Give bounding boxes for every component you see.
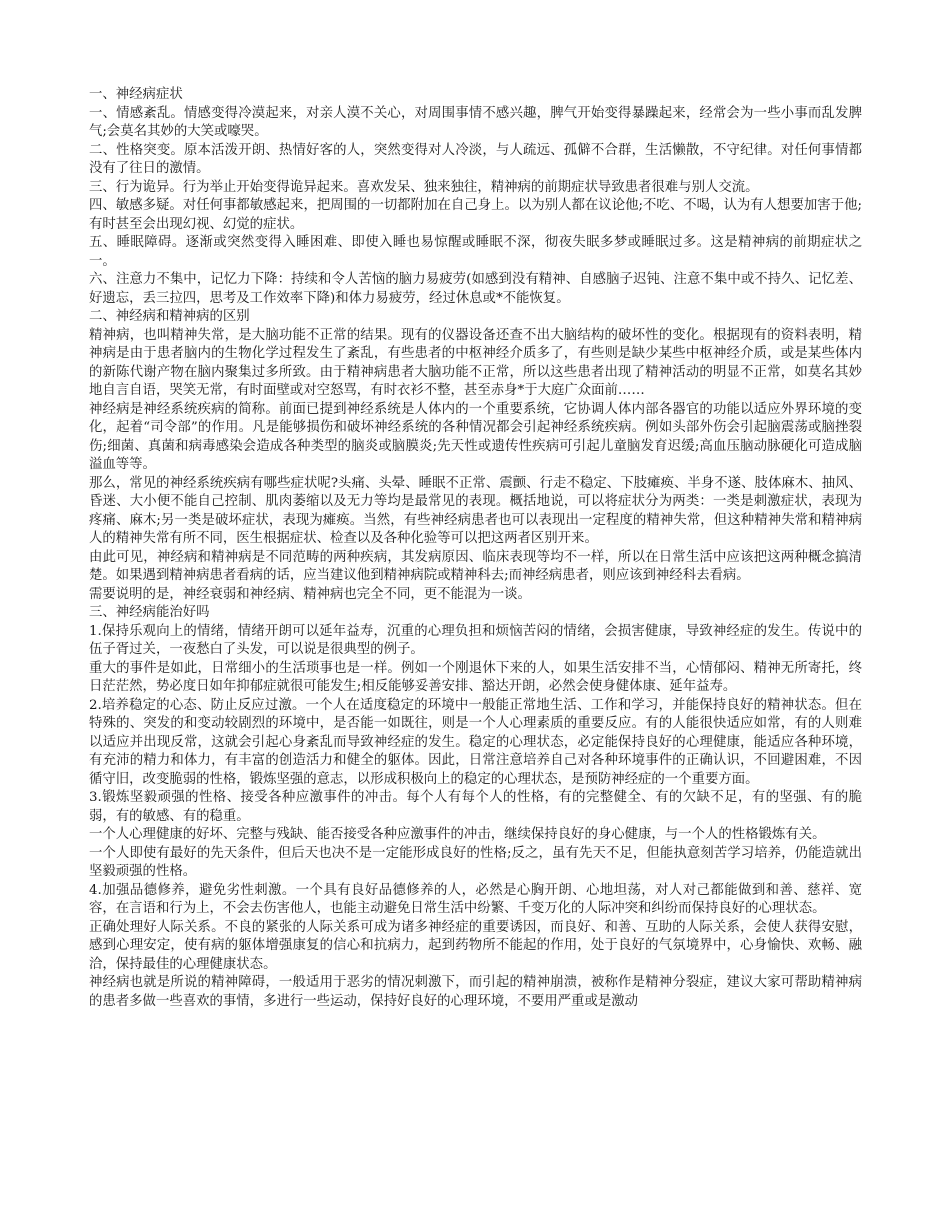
paragraph: 四、敏感多疑。对任何事都敏感起来，把周围的一切都附加在自己身上。以为别人都在议论他;不吃、不喝，认为有人想要加害于他;有时甚至会出现幻视、幻觉的症状。: [89, 198, 862, 232]
section-heading-treatment: 三、神经病能治好吗: [89, 605, 210, 620]
paragraph: 那么，常见的神经系统疾病有哪些症状呢?头痛、头晕、睡眠不正常、震颤、行走不稳定、下肢瘫痪、半身不遂、肢体麻木、抽风、昏迷、大小便不能自己控制、肌肉萎缩以及无力等均是最常见的表现。概括地说，可以将症状分为两类：一类是刺激症状，表现为疼痛、麻木;另一类是破坏症状，表现为瘫痪。当然，有些神经病患者也可以表现出一定程度的精神失常，但这种精神失常和精神病人的精神失常有所不同，医生根据症状、检查以及各种化验等可以把这两者区别开来。: [89, 475, 862, 546]
paragraph: 2.培养稳定的心态、防止反应过激。一个人在适度稳定的环境中一般能正常地生活、工作和学习，并能保持良好的精神状态。但在特殊的、突发的和变动较剧烈的环境中，是否能一如既往，则是一个人心理素质的重要反应。有的人能很快适应如常，有的人则难以适应并出现反常，这就会引起心身紊乱而导致神经症的发生。稳定的心理状态，必定能保持良好的心理健康，能适应各种环境，有充沛的精力和体力，有丰富的创造活力和健全的躯体。因此，日常注意培养自己对各种环境事件的正确认识，不回避困难，不因循守旧，改变脆弱的性格，锻炼坚强的意志，以形成积极向上的稳定的心理状态，是预防神经症的一个重要方面。: [89, 697, 862, 787]
section-heading-difference: 二、神经病和精神病的区别: [89, 309, 250, 324]
paragraph: 3.锻炼坚毅顽强的性格、接受各种应激事件的冲击。每个人有每个人的性格，有的完整健全、有的欠缺不足，有的坚强、有的脆弱，有的敏感、有的稳重。: [89, 790, 862, 824]
section-heading-symptoms: 一、神经病症状: [89, 87, 183, 102]
paragraph: 一个人即使有最好的先天条件，但后天也决不是一定能形成良好的性格;反之，虽有先天不足，但能执意刻苦学习培养，仍能造就出坚毅顽强的性格。: [89, 845, 862, 879]
paragraph: 4.加强品德修养，避免劣性刺激。一个具有良好品德修养的人，必然是心胸开朗、心地坦荡，对人对己都能做到和善、慈祥、宽容，在言语和行为上，不会去伤害他人，也能主动避免日常生活中纷繁、千变万化的人际冲突和纠纷而保持良好的心理状态。: [89, 882, 862, 916]
paragraph: 一个人心理健康的好坏、完整与残缺、能否接受各种应激事件的冲击，继续保持良好的身心健康，与一个人的性格锻炼有关。: [89, 827, 826, 842]
paragraph: 一、情感紊乱。情感变得冷漠起来，对亲人漠不关心，对周围事情不感兴趣，脾气开始变得暴躁起来，经常会为一些小事而乱发脾气;会莫名其妙的大笑或嚎哭。: [89, 105, 862, 139]
paragraph: 神经病也就是所说的精神障碍，一般适用于恶劣的情况刺激下，而引起的精神崩溃，被称作是精神分裂症，建议大家可帮助精神病的患者多做一些喜欢的事情，多进行一些运动，保持好良好的心理环境，不要用严重或是激动: [89, 975, 862, 1009]
paragraph: 1.保持乐观向上的情绪，情绪开朗可以延年益寿，沉重的心理负担和烦恼苦闷的情绪，会损害健康，导致神经症的发生。传说中的伍子胥过关，一夜愁白了头发，可以说是很典型的例子。: [89, 623, 862, 657]
paragraph: 由此可见，神经病和精神病是不同范畴的两种疾病，其发病原因、临床表现等均不一样，所以在日常生活中应该把这两种概念搞清楚。如果遇到精神病患者看病的话，应当建议他到精神病院或精神科去;而神经病患者，则应该到神经科去看病。: [89, 549, 862, 583]
paragraph: 五、睡眠障碍。逐渐或突然变得入睡困难、即使入睡也易惊醒或睡眠不深，彻夜失眠多梦或睡眠过多。这是精神病的前期症状之一。: [89, 235, 862, 269]
paragraph: 精神病，也叫精神失常，是大脑功能不正常的结果。现有的仪器设备还查不出大脑结构的破坏性的变化。根据现有的资料表明，精神病是由于患者脑内的生物化学过程发生了紊乱，有些患者的中枢神经介质多了，有些则是缺少某些中枢神经介质，或是某些体内的新陈代谢产物在脑内聚集过多所致。由于精神病患者大脑功能不正常，所以这些患者出现了精神活动的明显不正常，如莫名其妙地自言自语，哭笑无常，有时面壁或对空怒骂，有时衣衫不整，甚至赤身*于大庭广众面前……: [89, 327, 862, 398]
paragraph: 三、行为诡异。行为举止开始变得诡异起来。喜欢发呆、独来独往，精神病的前期症状导致患者很难与别人交流。: [89, 179, 759, 195]
paragraph: 重大的事件是如此，日常细小的生活琐事也是一样。例如一个刚退休下来的人，如果生活安排不当，心情郁闷、精神无所寄托，终日茫茫然，势必度日如年抑郁症就很可能发生;相反能够妥善安排、豁达开朗，必然会使身健体康、延年益寿。: [89, 660, 862, 694]
paragraph: 神经病是神经系统疾病的简称。前面已提到神经系统是人体内的一个重要系统，它协调人体内部各器官的功能以适应外界环境的变化，起着“司令部”的作用。凡是能够损伤和破坏神经系统的各种情况都会引起神经系统疾病。例如头部外伤会引起脑震荡或脑挫裂伤;细菌、真菌和病毒感染会造成各种类型的脑炎或脑膜炎;先天性或遗传性疾病可引起儿童脑发育迟缓;高血压脑动脉硬化可造成脑溢血等等。: [89, 401, 862, 472]
paragraph: 二、性格突变。原本活泼开朗、热情好客的人，突然变得对人冷淡，与人疏远、孤僻不合群，生活懒散，不守纪律。对任何事情都没有了往日的激情。: [89, 142, 862, 176]
paragraph: 正确处理好人际关系。不良的紧张的人际关系可成为诸多神经症的重要诱因，而良好、和善、互助的人际关系，会使人获得安慰，感到心理安定，使有病的躯体增强康复的信心和抗病力，起到药物所不能起的作用，处于良好的气氛境界中，心身愉快、欢畅、融洽，保持最佳的心理健康状态。: [89, 919, 862, 972]
paragraph: 六、注意力不集中，记忆力下降：持续和令人苦恼的脑力易疲劳(如感到没有精神、自感脑子迟钝、注意不集中或不持久、记忆差、好遗忘，丢三拉四，思考及工作效率下降)和体力易疲劳，经过休息或*不能恢复。: [89, 272, 862, 306]
paragraph: 需要说明的是，神经衰弱和神经病、精神病也完全不同，更不能混为一谈。: [89, 586, 531, 602]
